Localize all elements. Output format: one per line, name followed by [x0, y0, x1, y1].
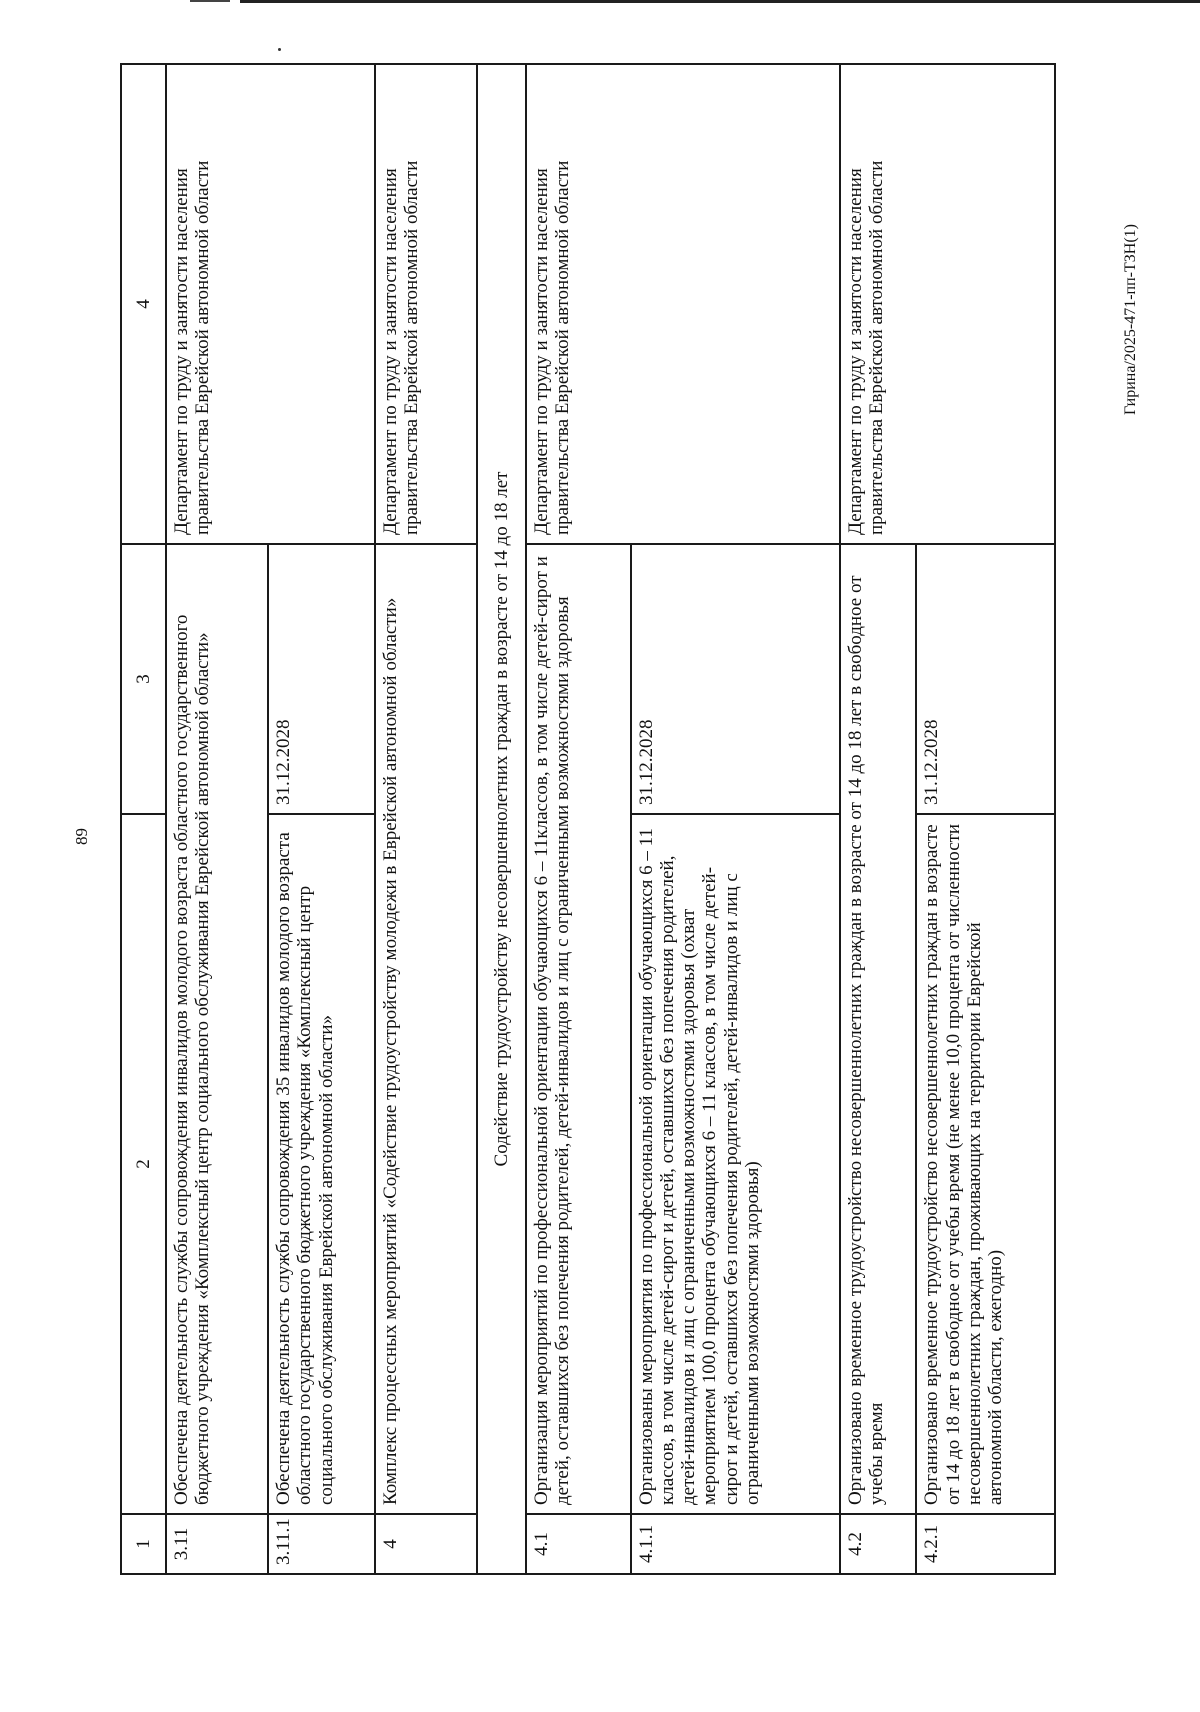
section-row [477, 64, 526, 1574]
section-title: Содействие трудоустройству несовершеннолетних граждан в возрасте от 14 до 18 лет [477, 64, 526, 1574]
scan-edge [240, 0, 1200, 3]
table-header-row [121, 64, 166, 1574]
row-number: 4.1.1 [631, 1514, 840, 1574]
row-number: 4.2.1 [916, 1514, 1055, 1574]
table-row [526, 64, 630, 1574]
row-deadline: 31.12.2028 [916, 544, 1055, 814]
plan-table [120, 63, 1056, 1575]
row-deadline: 31.12.2028 [631, 544, 840, 814]
column-header: 2 [121, 814, 166, 1514]
row-number: 3.11.1 [268, 1514, 375, 1574]
row-number: 4 [375, 1514, 477, 1574]
page-number: 89 [72, 828, 91, 845]
row-description: Организация мероприятий по профессиональной ориентации обучающихся 6 – 11классов, в том числе детей-сирот и детей, оставшихся без попечения родителей, детей-инвалидов и лиц с ограниченными возможностями здоровья [526, 544, 630, 1514]
table-row [840, 64, 917, 1574]
row-description: Организованы мероприятия по профессиональной ориентации обучающихся 6 – 11 классов, в том числе детей-сирот и детей, оставшихся без попечения родителей, детей-инвалидов и лиц с ограниченными возможностями здоровья (охват мероприятием 100,0 процента обучающихся 6 – 11 классов, в том числе детей-сирот и детей, оставшихся без попечения родителей, детей-инвалидов и лиц с ограниченными возможностями здоровья) [631, 814, 840, 1514]
table-row [375, 64, 477, 1574]
row-number: 3.11 [166, 1514, 268, 1574]
column-header: 4 [121, 64, 166, 544]
column-header: 1 [121, 1514, 166, 1574]
table-row [166, 64, 268, 1574]
row-description: Обеспечена деятельность службы сопровождения инвалидов молодого возраста областного государственного бюджетного учреждения «Комплексный центр социального обслуживания Еврейской автономной области» [166, 544, 268, 1514]
row-responsible: Департамент по труду и занятости населения правительства Еврейской автономной области [840, 64, 1055, 544]
scan-speck [278, 48, 281, 51]
row-number: 4.1 [526, 1514, 630, 1574]
row-responsible: Департамент по труду и занятости населения правительства Еврейской автономной области [526, 64, 839, 544]
row-description: Комплекс процессных мероприятий «Содействие трудоустройству молодежи в Еврейской автономной области» [375, 544, 477, 1514]
row-deadline: 31.12.2028 [268, 544, 375, 814]
document-code: Гирина/2025-471-пп-ТЗН(1) [1122, 224, 1139, 415]
row-description: Организовано временное трудоустройство несовершеннолетних граждан в возрасте от 14 до 18 лет в свободное от учебы время [840, 544, 917, 1514]
row-responsible: Департамент по труду и занятости населения правительства Еврейской автономной области [375, 64, 477, 544]
row-description: Обеспечена деятельность службы сопровождения 35 инвалидов молодого возраста областного государственного бюджетного учреждения «Комплексный центр социального обслуживания Еврейской автономной области» [268, 814, 375, 1514]
column-header: 3 [121, 544, 166, 814]
row-responsible: Департамент по труду и занятости населения правительства Еврейской автономной области [166, 64, 375, 544]
row-number: 4.2 [840, 1514, 917, 1574]
plan-table-container [120, 65, 1056, 1575]
scan-artifact [190, 0, 230, 2]
row-description: Организовано временное трудоустройство несовершеннолетних граждан в возрасте от 14 до 18 лет в свободное от учебы время (не менее 10,0 процента от численности несовершеннолетних граждан, проживающих на территории Еврейской автономной области, ежегодно) [916, 814, 1055, 1514]
